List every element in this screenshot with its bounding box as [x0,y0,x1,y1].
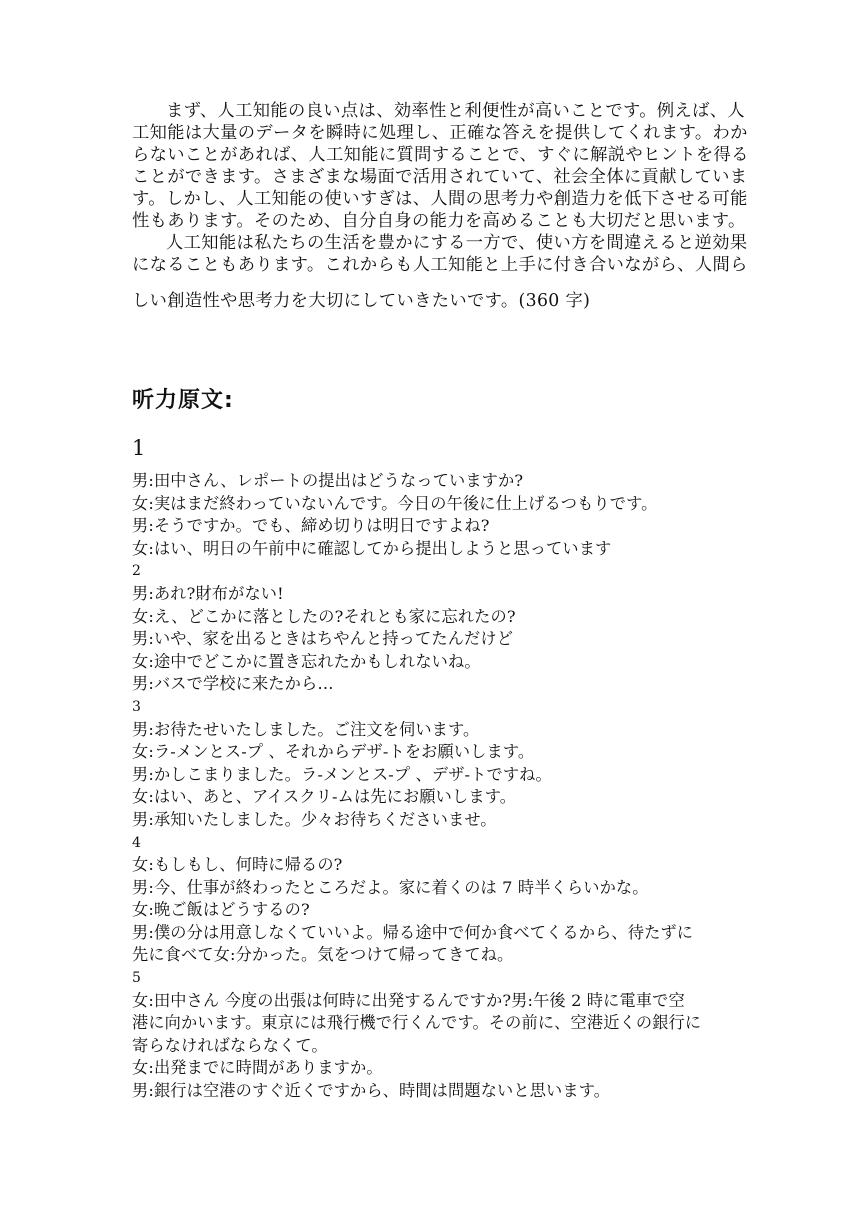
dialogue-line: 男:承知いたしました。少々お待ちくださいませ。 [132,809,497,829]
essay-line: す。しかし、人工知能の使いすぎは、人間の思考力や創造力を低下させる可能 [132,189,748,209]
listening-transcript [132,470,752,1103]
dialogue-number: 1 [132,436,146,460]
dialogue-line: 男:田中さん、レポートの提出はどうなっていますか? [132,471,524,490]
dialogue-line: 女:実はまだ終わっていないんです。今日の午後に仕上げるつもりです。 [132,493,658,513]
dialogue-line: 男:そうですか。でも、締め切りは明日ですよね? [132,516,490,536]
dialogue-line: 女:はい、あと、アイスクリ-ムは先にお願いします。 [132,787,517,807]
section-heading: 听力原文: [132,388,234,413]
dialogue-number: 3 [132,698,141,715]
essay-line: になることもあります。これからも人工知能と上手に付き合いながら、人間ら [132,255,748,275]
dialogue-number: 5 [132,970,141,987]
dialogue-line: 女:出発までに時間がありますか。 [132,1058,383,1078]
dialogue-line: 男:今、仕事が終わったところだよ。家に着くのは 7 時半くらいかな。 [132,877,649,897]
dialogue-line: 男:バスで学校に来たから… [132,674,334,694]
essay-line: 人工知能は私たちの生活を豊かにする一方で、使い方を間違えると逆効果 [166,233,748,253]
dialogue-line: 女:ラ-メンとス-プ 、それからデザ-トをお願いします。 [132,742,535,762]
dialogue-line: 女:え、どこかに落としたの?それとも家に忘れたの? [132,606,516,626]
essay-line: しい創造性や思考力を大切にしていきたいです。(360 字) [132,291,591,311]
dialogue-line: 女:田中さん 今度の出張は何時に出発するんですか?男:午後 2 時に電車で空 [132,990,685,1010]
dialogue-line: 寄らなければならなくて。 [132,1035,328,1055]
essay-line: 工知能は大量のデータを瞬時に処理し、正確な答えを提供してくれます。わか [132,123,748,143]
essay-line: ことができます。さまざまな場面で活用されていて、社会全体に貢献していま [132,167,748,187]
essay-line: 性もあります。そのため、自分自身の能力を高めることも大切だと思います。 [132,211,746,231]
dialogue-line: 女:はい、明日の午前中に確認してから提出しようと思っています [132,538,612,558]
dialogue-number: 4 [132,834,141,851]
essay-line: まず、人工知能の良い点は、効率性と利便性が高いことです。例えば、人 [166,101,746,121]
dialogue-line: 男:僕の分は用意しなくていいよ。帰る途中で何か食べてくるから、待たずに [132,922,694,942]
dialogue-line: 先に食べて女:分かった。気をつけて帰ってきてね。 [132,945,514,965]
dialogue-line: 女:途中でどこかに置き忘れたかもしれないね。 [132,651,481,671]
dialogue-line: 港に向かいます。東京には飛行機で行くんです。その前に、空港近くの銀行に [132,1013,702,1033]
dialogue-line: 男:かしこまりました。ラ-メンとス-プ 、デザ-トですね。 [132,764,552,784]
essay-line: らないことがあれば、人工知能に質問することで、すぐに解説やヒントを得る [132,145,749,165]
dialogue-number: 2 [132,563,141,580]
dialogue-line: 女:もしもし、何時に帰るの? [132,855,343,875]
essay-paragraphs [132,100,749,312]
dialogue-line: 男:あれ?財布がない! [132,583,284,603]
dialogue-line: 女:晩ご飯はどうするの? [132,900,310,920]
dialogue-line: 男:お待たせいたしました。ご注文を伺います。 [132,719,480,739]
dialogue-line: 男:銀行は空港のすぐ近くですから、時間は問題ないと思います。 [132,1081,611,1101]
dialogue-line: 男:いや、家を出るときはちやんと持ってたんだけど [132,629,514,649]
